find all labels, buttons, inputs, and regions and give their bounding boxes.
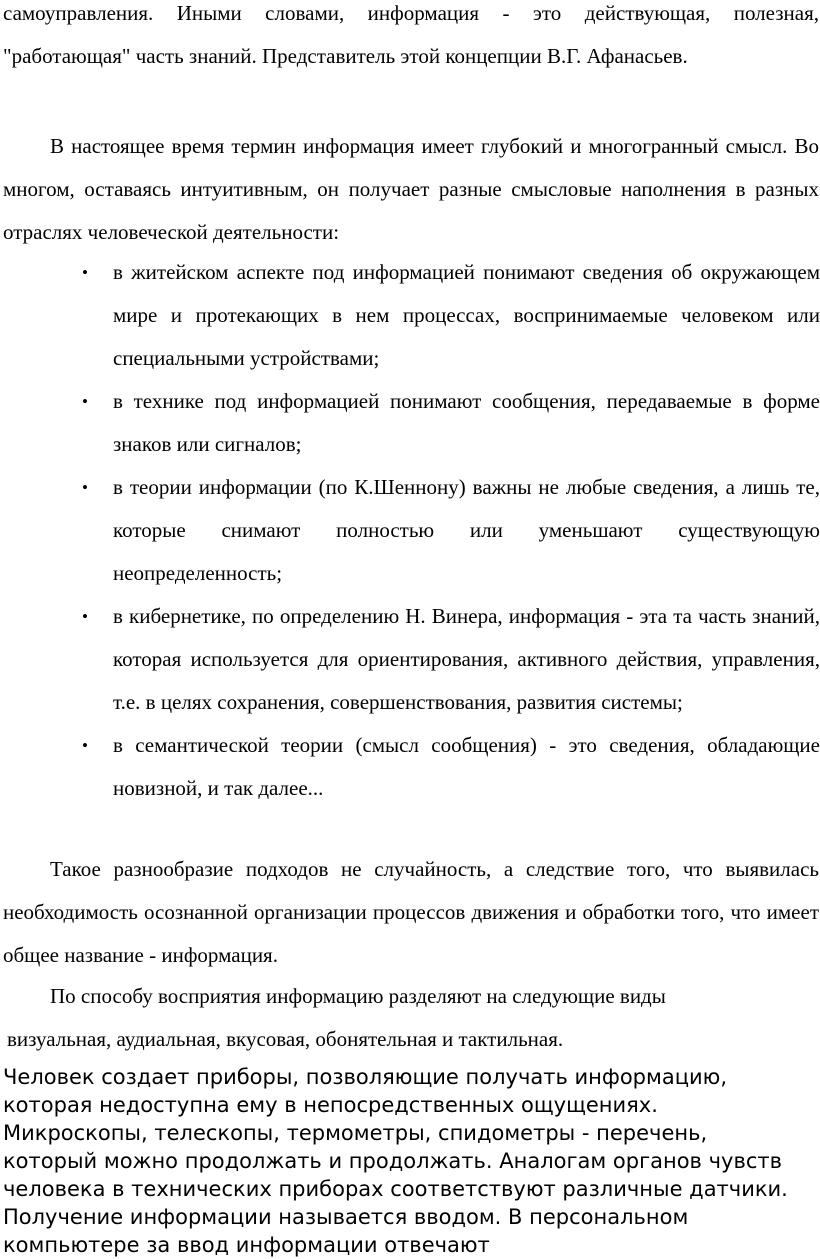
- paragraph-perception: [3, 975, 819, 1061]
- list-item: [70, 724, 820, 810]
- list-item-text: в технике под информацией понимают сообщения, передаваемые в форме знаков или сигналов;: [113, 389, 820, 456]
- list-item-text: в житейском аспекте под информацией понимают сведения об окружающем мире и протекающих в нем процессах, воспринимаемые человеком или специальными устройствами;: [113, 260, 820, 370]
- list-item-text: в семантической теории (смысл сообщения) - это сведения, обладающие новизной, и так далее...: [113, 733, 820, 800]
- list-item: [70, 251, 820, 380]
- list-item: [70, 466, 820, 595]
- list-item: [70, 595, 820, 724]
- paragraph-term-meaning: В настоящее время термин информация имеет глубокий и многогранный смысл. Во многом, оставаясь интуитивным, он получает разные смысловые наполнения в разных отраслях человеческой деятельности:: [3, 134, 819, 244]
- perception-line-2: визуальная, аудиальная, вкусовая, обонятельная и тактильная.: [7, 1027, 564, 1051]
- paragraph-variety: Такое разнообразие подходов не случайность, а следствие того, что выявилась необходимость осознанной организации процессов движения и обработки того, что имеет общее название - информация.: [3, 857, 819, 967]
- paragraph-intro-continuation: самоуправления. Иными словами, информация - это действующая, полезная, "работающая" часть знаний. Представитель этой концепции В.Г. Афанасьев.: [3, 1, 819, 68]
- bullet-icon: •: [82, 263, 88, 282]
- list-item-text: в теории информации (по К.Шеннону) важны не любые сведения, а лишь те, которые снимают полностью или уменьшают существующую неопределенность;: [113, 475, 820, 585]
- perception-line-1: По способу восприятия информацию разделяют на следующие виды: [50, 984, 666, 1008]
- bullet-icon: •: [82, 392, 88, 411]
- bullet-list: [70, 251, 820, 810]
- list-item-text: в кибернетике, по определению Н. Винера, информация - эта та часть знаний, которая используется для ориентирования, активного действия, управления, т.е. в целях сохранения, совершенствования, развития системы;: [113, 604, 820, 714]
- bullet-icon: •: [82, 478, 88, 497]
- bullet-icon: •: [82, 736, 88, 755]
- bullet-icon: •: [82, 607, 88, 626]
- list-item: [70, 380, 820, 466]
- paragraph-devices: Человек создает приборы, позволяющие получать информацию, которая недоступна ему в непосредственных ощущениях. Микроскопы, телескопы, термометры, спидометры - перечень, который можно продолжать и продолжать. Аналогам органов чувств человека в технических приборах соответствуют различные датчики. Получение информации называется вводом. В персональном компьютере за ввод информации отвечают: [3, 1065, 788, 1257]
